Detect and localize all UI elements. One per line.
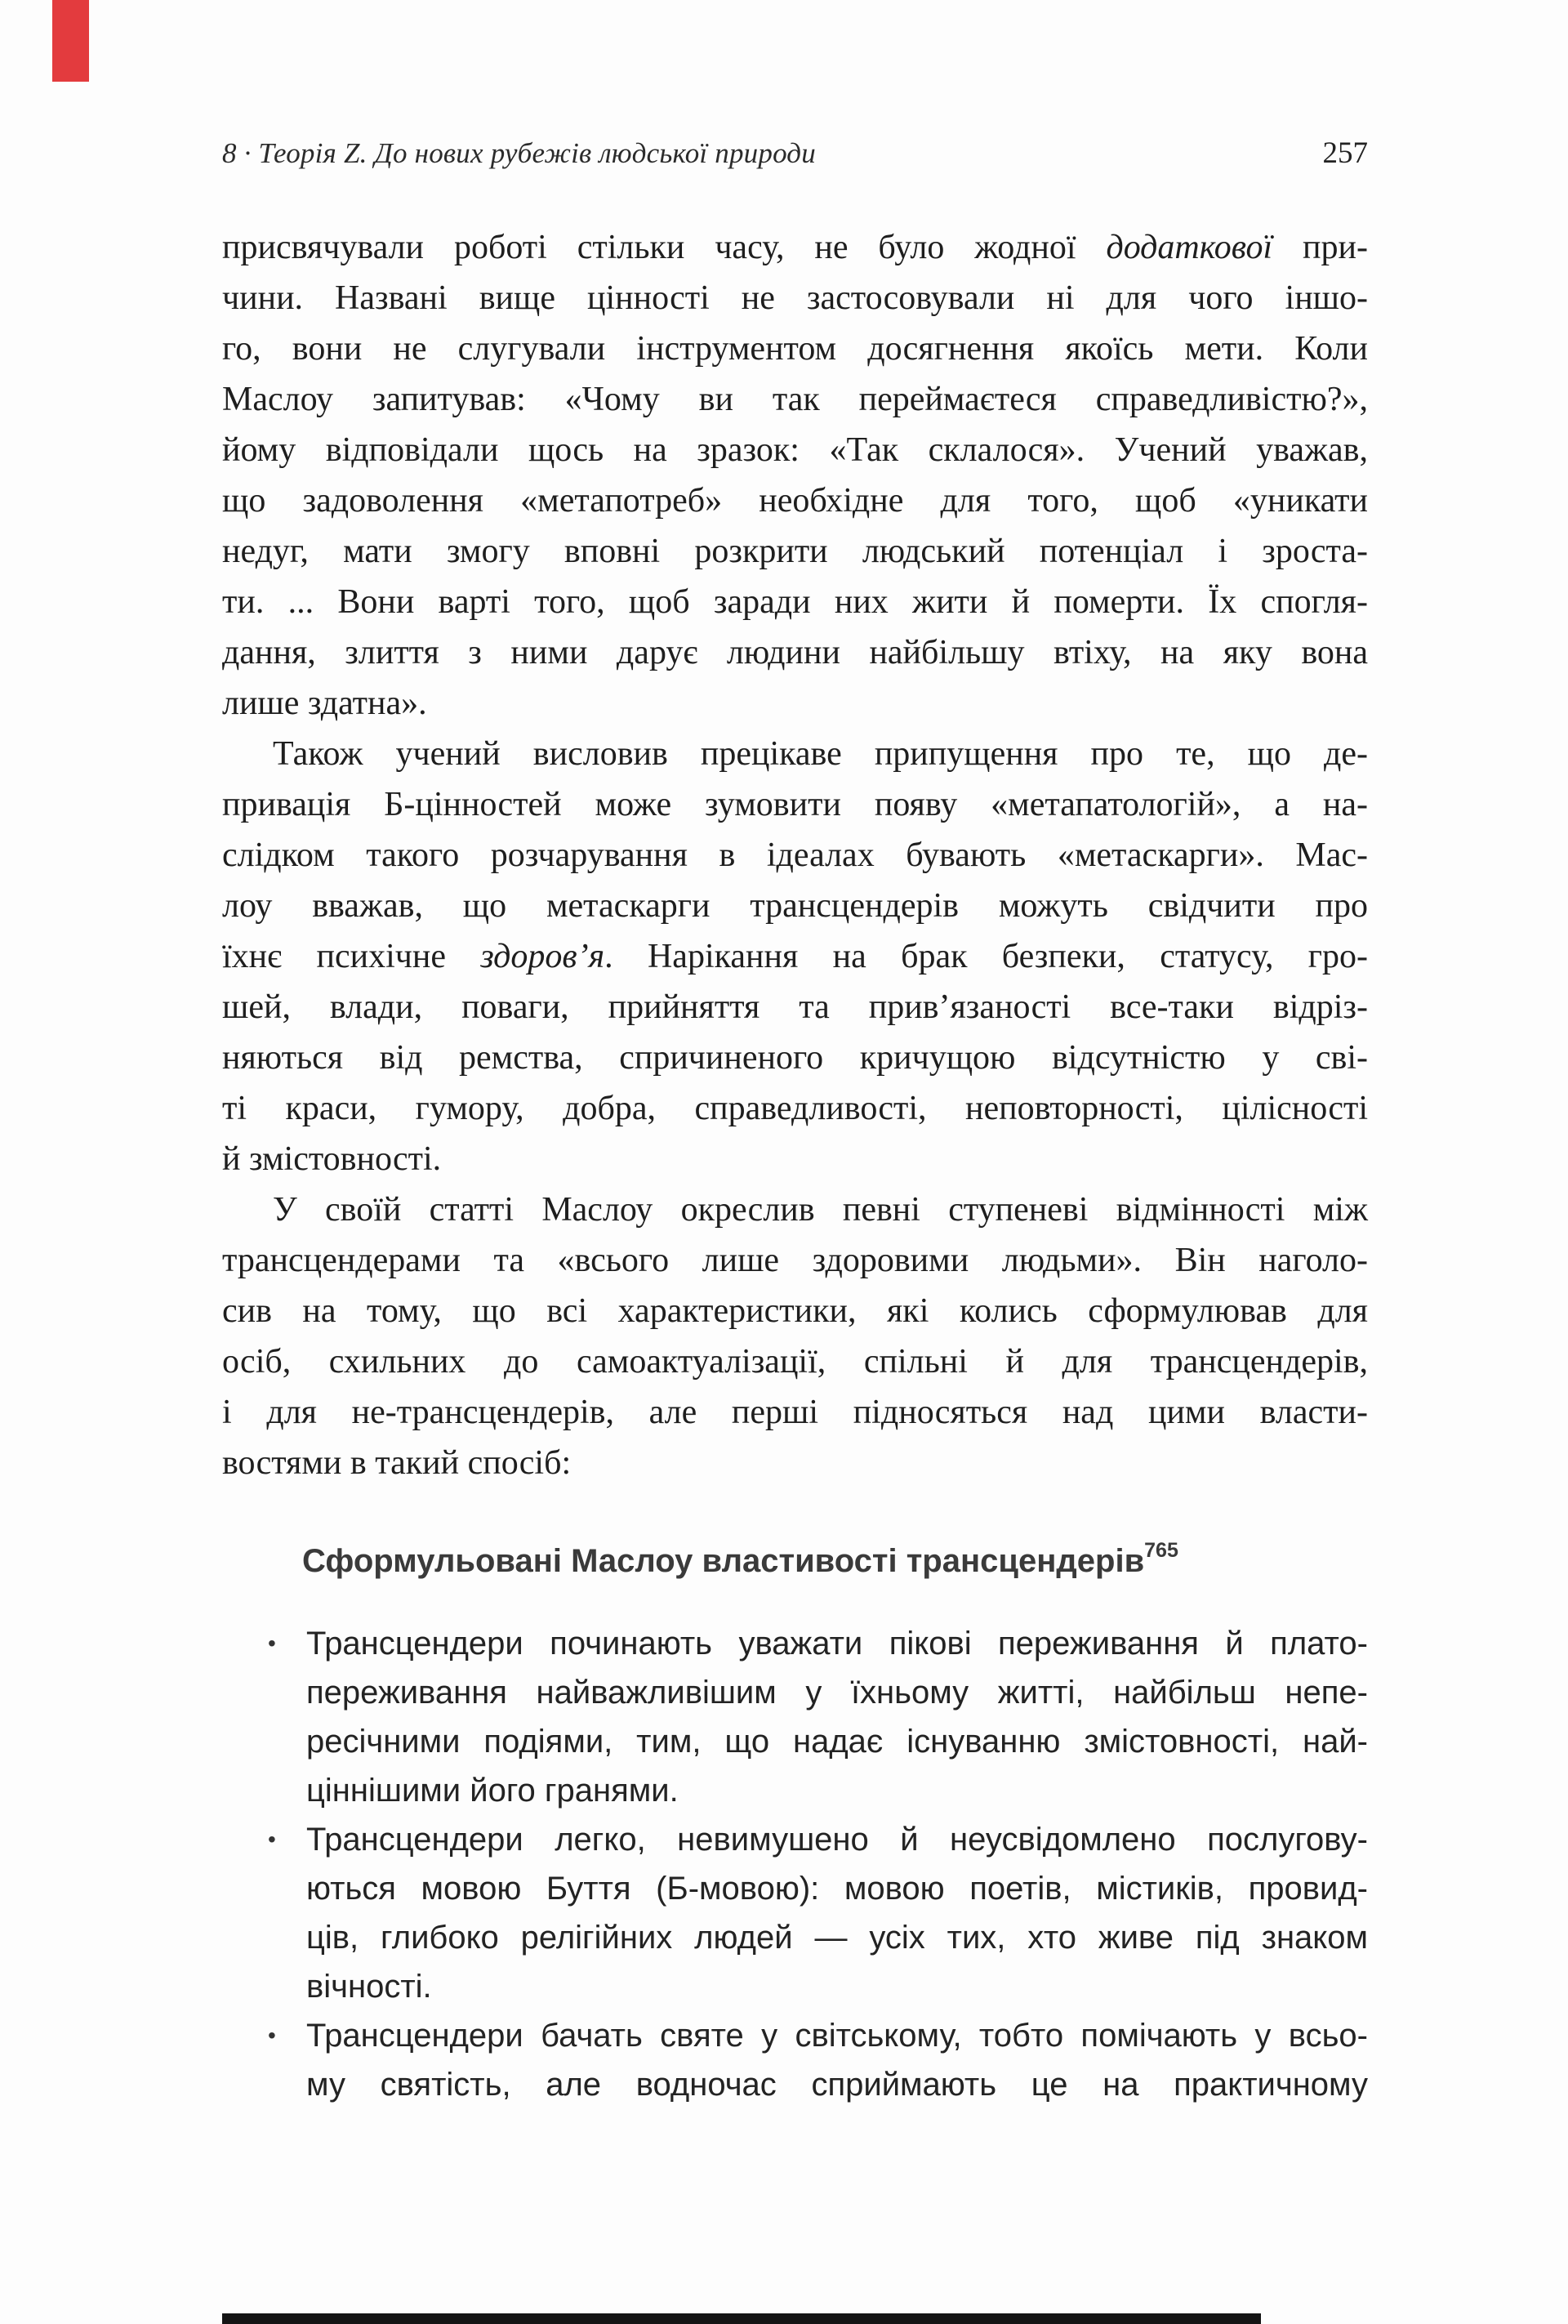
text-line: го, вони не слугували інструментом досягнення якоїсь мети. Коли [222, 330, 1368, 368]
bullet-list [222, 1619, 1368, 2109]
text-line: ті краси, гумору, добра, справедливості, неповторності, цілісності [222, 1090, 1368, 1127]
bullet-item [222, 2011, 1368, 2109]
text-line: і для не-трансцендерів, але перші підносяться над цими власти- [222, 1394, 1368, 1431]
text-line: вічності. [306, 1969, 432, 2005]
bullet-marker-icon: • [268, 1630, 276, 1656]
text-line: дання, злиття з ними дарує людини найбільшу втіху, на яку вона [222, 634, 1368, 671]
text-line: Трансцендери легко, невимушено й неусвідомлено послугову- [306, 1822, 1368, 1858]
bullet-item [222, 1619, 1368, 1815]
text-line: У своїй статті Маслоу окреслив певні ступеневі відмінності між [273, 1191, 1368, 1229]
text-line: му святість, але водночас сприймають це на практичному [306, 2067, 1368, 2103]
text-line: Маслоу запитував: «Чому ви так переймаєтеся справедливістю?», [222, 381, 1368, 418]
text-line: недуг, мати змогу вповні розкрити людський потенціал і зроста- [222, 533, 1368, 570]
footnote-reference: 765 [1144, 1539, 1178, 1562]
text-line: слідком такого розчарування в ідеалах бувають «метаскарги». Мас- [222, 836, 1368, 874]
bullet-marker-icon: • [268, 2023, 276, 2048]
text-line: осіб, схильних до самоактуалізації, спільні й для трансцендерів, [222, 1343, 1368, 1381]
text-line: присвячували роботі стільки часу, не було жодної додаткової при- [222, 229, 1368, 266]
text-line: Також учений висловив прецікаве припущення про те, що де- [273, 735, 1368, 773]
text-line: лоу вважав, що метаскарги трансцендерів можуть свідчити про [222, 887, 1368, 925]
text-line: їхнє психічне здоров’я. Нарікання на брак безпеки, статусу, гро- [222, 938, 1368, 975]
text-line: ти. ... Вони варті того, щоб заради них жити й померти. Їх спогля- [222, 583, 1368, 621]
page-edge-shadow [222, 2313, 1261, 2324]
text-line: ціннішими його гранями. [306, 1773, 679, 1809]
section-heading [302, 1536, 1368, 1586]
text-line: сив на тому, що всі характеристики, які колись сформулював для [222, 1292, 1368, 1330]
page-number: 257 [1322, 136, 1368, 170]
text-line: й змістовності. [222, 1140, 442, 1178]
red-bookmark-mark [52, 0, 89, 82]
chapter-title: 8 · Теорія Z. До нових рубежів людської природи [222, 137, 816, 169]
running-header [222, 136, 1368, 171]
text-line: йому відповідали щось на зразок: «Так склалося». Учений уважав, [222, 431, 1368, 469]
bullet-item [222, 1815, 1368, 2011]
text-line: востями в такий спосіб: [222, 1444, 572, 1482]
paragraph [222, 729, 1368, 1184]
text-line: Трансцендери бачать святе у світському, тобто помічають у всьо- [306, 2018, 1368, 2054]
text-line: трансцендерами та «всього лише здоровими людьми». Він наголо- [222, 1242, 1368, 1279]
paragraph [222, 222, 1368, 729]
text-line: Трансцендери починають уважати пікові переживання й плато- [306, 1626, 1368, 1662]
text-line: няються від ремства, спричиненого кричущою відсутністю у сві- [222, 1039, 1368, 1077]
bullet-marker-icon: • [268, 1827, 276, 1852]
section-heading-text: Сформульовані Маслоу властивості трансцендерів [302, 1543, 1145, 1579]
text-line: шей, влади, поваги, прийняття та прив’язаності все-таки відріз- [222, 988, 1368, 1026]
text-line: ються мовою Буття (Б-мовою): мовою поетів, містиків, провид- [306, 1871, 1368, 1907]
text-line: переживання найважливішим у їхньому житті, найбільш непе- [306, 1675, 1368, 1711]
text-line: лише здатна». [222, 685, 427, 722]
paragraph [222, 1184, 1368, 1488]
body-text [222, 222, 1368, 1488]
text-line: що задоволення «метапотреб» необхідне для того, щоб «уникати [222, 482, 1368, 520]
text-line: ресічними подіями, тим, що надає існуванню змістовності, най- [306, 1724, 1368, 1760]
text-line: привація Б-цінностей може зумовити появу «метапатологій», а на- [222, 786, 1368, 823]
text-line: ців, глибоко релігійних людей — усіх тих, хто живе під знаком [306, 1920, 1368, 1956]
text-line: чини. Названі вище цінності не застосовували ні для чого іншо- [222, 279, 1368, 317]
